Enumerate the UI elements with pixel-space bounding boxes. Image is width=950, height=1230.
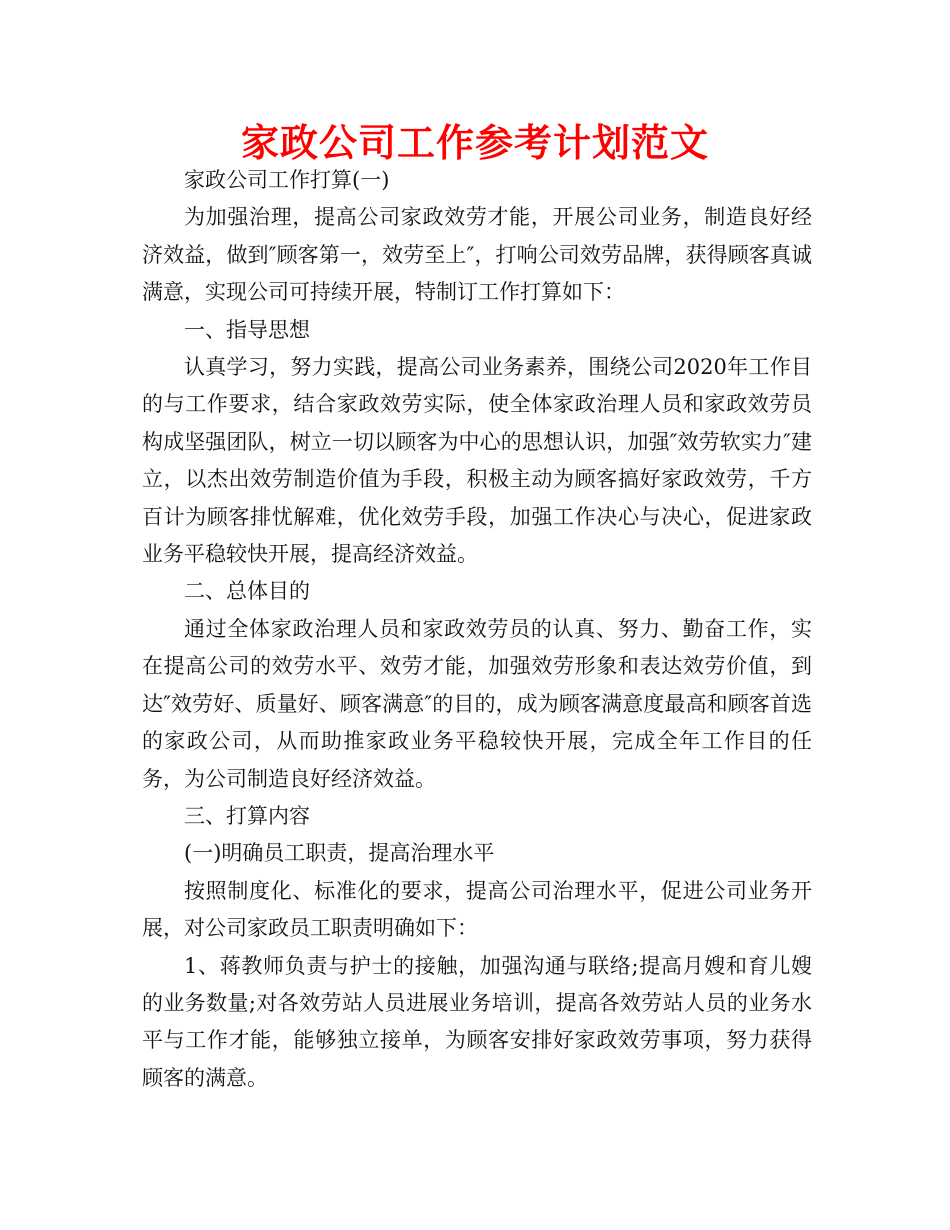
section-heading: 二、总体目的 [184,579,310,604]
section-heading: 一、指导思想 [184,317,310,342]
section-heading: 三、打算内容 [184,803,310,828]
paragraph: 家政公司工作打算(一) [184,168,390,192]
paragraph: 认真学习，努力实践，提高公司业务素养，围绕公司2020年工作目的与工作要求，结合家政效劳实际，使全体家政治理人员和家政效劳员构成坚强团队，树立一切以顾客为中心的思想认识，加强″效劳软实力″建立，以杰出效劳制造价值为手段，积极主动为顾客搞好家政效劳，千方百计为顾客排忧解难，优化效劳手段，加强工作决心与决心，促进家政业务平稳较快开展，提高经济效益。 [142,355,812,567]
subsection-heading: (一)明确员工职责，提高治理水平 [184,841,495,866]
paragraph: 按照制度化、标准化的要求，提高公司治理水平，促进公司业务开展，对公司家政员工职责明确如下： [142,878,812,941]
paragraph: 通过全体家政治理人员和家政效劳员的认真、努力、勤奋工作，实在提高公司的效劳水平、效劳才能，加强效劳形象和表达效劳价值，到达″效劳好、质量好、顾客满意″的目的，成为顾客满意度最高和顾客首选的家政公司，从而助推家政业务平稳较快开展，完成全年工作目的任务，为公司制造良好经济效益。 [142,616,812,791]
paragraph: 1、蒋教师负责与护士的接触，加强沟通与联络;提高月嫂和育儿嫂的业务数量;对各效劳站人员进展业务培训，提高各效劳站人员的业务水平与工作才能，能够独立接单，为顾客安排好家政效劳事项，努力获得顾客的满意。 [142,953,812,1090]
document-title: 家政公司工作参考计划范文 [240,121,709,165]
document-body [142,162,812,1097]
paragraph: 为加强治理，提高公司家政效劳才能，开展公司业务，制造良好经济效益，做到″顾客第一，效劳至上″，打响公司效劳品牌，获得顾客真诚满意，实现公司可持续开展，特制订工作打算如下： [142,205,812,305]
